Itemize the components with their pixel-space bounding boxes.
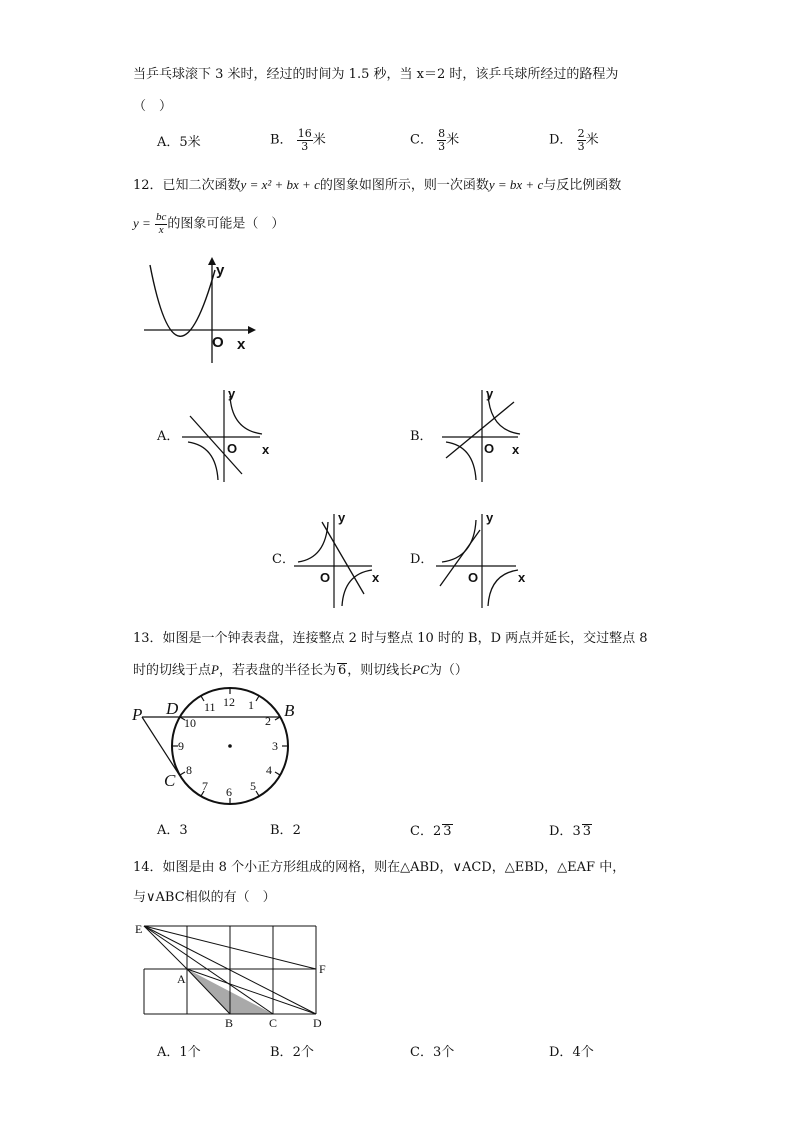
y-axis-label: y — [486, 386, 494, 401]
sqrt — [442, 824, 452, 838]
q14-option-b[interactable] — [270, 1046, 314, 1059]
clock-number-7: 7 — [202, 779, 208, 793]
parabola-curve — [150, 265, 215, 336]
hyperbola-branch-upper — [298, 522, 328, 562]
q11-option-b[interactable] — [270, 128, 326, 152]
option-value: 2 — [292, 823, 301, 838]
q12-option-d-letter[interactable]: D． — [410, 552, 434, 567]
radicand: 6 — [337, 663, 347, 678]
q13-clock-figure — [130, 690, 310, 810]
fraction — [577, 128, 586, 152]
option-letter: A． — [157, 135, 180, 150]
unit: 米 — [585, 132, 599, 148]
option-letter: B． — [270, 132, 293, 148]
q12-option-a-letter[interactable]: A． — [157, 429, 180, 444]
hyperbola-branch-lower — [188, 442, 218, 480]
option-letter: B． — [270, 1045, 293, 1060]
option-letter: B． — [270, 823, 293, 838]
option-value: 2个 — [292, 1045, 314, 1060]
q13-point-p: P — [211, 662, 219, 677]
q11-option-c[interactable] — [410, 128, 459, 152]
unit: 米 — [446, 132, 460, 148]
q12-option-b-graph[interactable] — [438, 384, 548, 484]
coefficient: 2 — [432, 824, 442, 839]
numerator: bc — [155, 211, 167, 223]
q13-text-line1: 13．如图是一个钟表表盘，连接整点 2 时与整点 10 时的 B，D 两点并延长，交过整点 8 — [133, 631, 648, 646]
q13-text-c: ，则切线长 — [347, 663, 413, 678]
x-axis-arrow — [248, 326, 256, 334]
point-c-label: C — [269, 1016, 278, 1030]
origin-label: O — [212, 334, 224, 351]
option-letter: C． — [410, 824, 433, 839]
point-f-label: F — [319, 962, 326, 976]
clock-number-5: 5 — [250, 779, 256, 793]
numerator: 2 — [577, 127, 585, 140]
q14-option-d[interactable] — [549, 1046, 594, 1059]
q13-text-d: 为（） — [428, 663, 468, 678]
q12-inverse-lhs: y = — [133, 215, 151, 231]
clock-number-8: 8 — [186, 763, 192, 777]
option-letter: C． — [410, 132, 433, 148]
q13-text-b: ，若表盘的半径长为 — [218, 663, 336, 678]
point-b-label: B — [225, 1016, 234, 1030]
q11-option-d[interactable] — [549, 128, 599, 152]
q12-inverse-fraction — [155, 212, 167, 236]
option-letter: C． — [410, 1045, 433, 1060]
fraction — [297, 128, 313, 152]
point-a-label: A — [177, 972, 186, 986]
origin-label: O — [484, 441, 495, 456]
denominator: 3 — [577, 139, 585, 153]
option-letter: A． — [157, 823, 180, 838]
q13-option-b[interactable] — [270, 824, 301, 837]
y-axis-label: y — [216, 262, 225, 279]
option-value: 3 — [179, 823, 188, 838]
q14-option-c[interactable] — [410, 1046, 454, 1059]
denominator: 3 — [301, 139, 309, 153]
q14-option-a[interactable] — [157, 1046, 201, 1059]
unit: 米 — [312, 132, 326, 148]
q13-option-d[interactable] — [549, 824, 592, 838]
clock-number-9: 9 — [178, 739, 184, 753]
q14-text-line2: 与∨ABC相似的有（ ） — [133, 890, 276, 905]
fraction — [437, 128, 446, 152]
q11-answer-paren: （ ） — [133, 99, 173, 114]
point-b-label: B — [284, 701, 295, 720]
clock-number-2: 2 — [265, 714, 271, 728]
clock-number-10: 10 — [184, 716, 196, 730]
option-value: 3个 — [432, 1045, 455, 1060]
origin-label: O — [320, 570, 331, 585]
option-letter: D． — [549, 132, 573, 148]
clock-number-12: 12 — [223, 695, 235, 709]
q13-option-c[interactable] — [410, 824, 453, 838]
hyperbola-branch-upper — [230, 396, 262, 434]
clock-number-3: 3 — [272, 739, 278, 753]
q12-option-a-graph[interactable] — [178, 384, 288, 484]
coefficient: 3 — [572, 824, 581, 839]
sqrt — [582, 824, 592, 838]
origin-label: O — [227, 441, 238, 456]
option-letter: A． — [157, 1045, 180, 1060]
numerator: 8 — [438, 127, 446, 140]
q12-option-b-letter[interactable]: B． — [410, 429, 433, 444]
q13-segment-pc: PC — [412, 662, 429, 677]
x-axis-label: x — [372, 570, 380, 585]
point-p-label: P — [132, 705, 143, 724]
q12-option-d-graph[interactable] — [432, 508, 542, 608]
radicand: 3 — [582, 824, 591, 839]
q11-option-a[interactable] — [157, 136, 201, 149]
hyperbola-branch-upper — [442, 520, 476, 562]
clock-number-6: 6 — [226, 785, 232, 799]
x-axis-label: x — [262, 442, 270, 457]
radicand: 3 — [443, 824, 452, 839]
option-value: 4个 — [572, 1045, 594, 1060]
q12-tail: 的图象可能是（ ） — [167, 216, 285, 232]
q12-option-c-graph[interactable] — [292, 508, 402, 608]
x-axis-label: x — [518, 570, 526, 585]
x-axis-label: x — [237, 336, 246, 353]
option-letter: D． — [549, 1045, 573, 1060]
q12-text-line1 — [133, 178, 621, 192]
q12-suffix: 与反比例函数 — [543, 178, 622, 193]
y-axis-arrow — [208, 257, 216, 265]
point-d-label: D — [166, 699, 179, 718]
q13-text-a: 时的切线于点 — [133, 663, 212, 678]
clock-number-1: 1 — [248, 698, 254, 712]
point-e-label: E — [135, 922, 143, 936]
origin-label: O — [468, 570, 479, 585]
q12-quadratic-expr: y = x² + bx + c — [240, 177, 320, 192]
numerator: 16 — [297, 127, 312, 140]
denominator: 3 — [438, 139, 446, 153]
option-value: 1个 — [179, 1045, 201, 1060]
option-value: 5米 — [179, 135, 201, 150]
q14-text-line1: 14．如图是由 8 个小正方形组成的网格，则在△ABD，∨ACD，△EBD，△EAF 中， — [133, 860, 626, 875]
clock-number-4: 4 — [266, 763, 272, 777]
q13-radius-sqrt — [337, 663, 347, 677]
hyperbola-branch-lower — [446, 442, 476, 480]
y-axis-label: y — [228, 386, 236, 401]
q12-mid: 的图象如图所示，则一次函数 — [319, 178, 489, 193]
q14-grid-figure — [133, 922, 333, 1032]
y-axis-label: y — [486, 510, 494, 525]
q13-option-a[interactable] — [157, 824, 188, 837]
q12-option-c-letter[interactable]: C． — [272, 552, 295, 567]
hyperbola-branch-lower — [488, 570, 518, 606]
q13-text-line2 — [133, 663, 468, 677]
x-axis-label: x — [512, 442, 520, 457]
point-d-label: D — [313, 1016, 322, 1030]
q12-linear-expr: y = bx + c — [488, 177, 544, 192]
q12-prefix: 12．已知二次函数 — [133, 178, 241, 193]
point-c-label: C — [164, 771, 176, 790]
denominator: x — [158, 223, 164, 236]
hyperbola-branch-lower — [342, 570, 372, 606]
linear-line — [446, 402, 514, 458]
clock-center — [228, 744, 232, 748]
clock-number-11: 11 — [204, 700, 216, 714]
y-axis-label: y — [338, 510, 346, 525]
option-letter: D． — [549, 824, 573, 839]
q12-parabola-figure — [140, 255, 260, 365]
q11-text-line1: 当乒乓球滚下 3 米时，经过的时间为 1.5 秒，当 x＝2 时，该乒乓球所经过的路程为 — [133, 67, 619, 82]
q12-text-line2 — [133, 212, 284, 236]
